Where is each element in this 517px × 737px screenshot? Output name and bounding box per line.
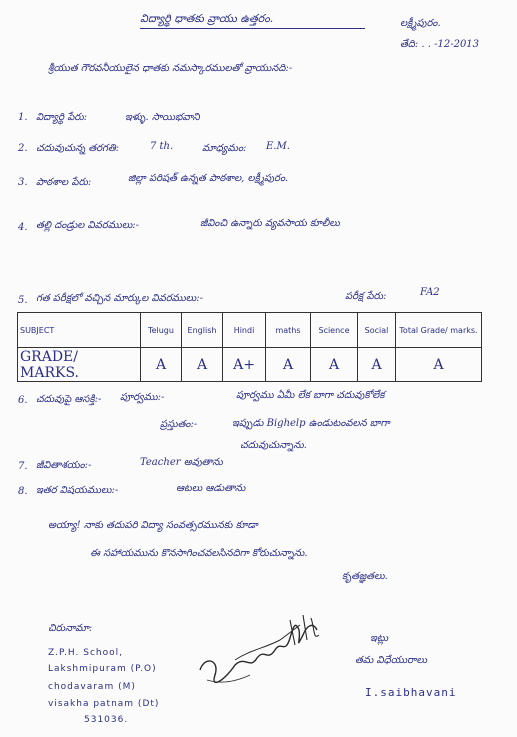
grade-social: A — [358, 348, 396, 382]
grade-science: A — [311, 348, 358, 382]
grades-header-row — [18, 313, 482, 348]
subject-total: Total Grade/ marks. — [396, 313, 482, 348]
detail-label: తల్లి దండ్రుల వివరములు:- — [36, 220, 140, 231]
salutation-text: శ్రీయుత గౌరవనీయులైన ధాతకు నమస్కారములతో వ్రాయునది:- — [48, 63, 293, 74]
detail-number: 2. — [18, 143, 28, 154]
grade-english: A — [182, 348, 223, 382]
closing-line-1: ఇట్లు — [370, 633, 389, 644]
thanks-text: కృతజ్ఞతలు. — [342, 571, 388, 582]
detail-value: ఇళ్ళు. సాయిభవాని — [125, 112, 200, 123]
detail-label-medium: మాధ్యమం: — [202, 143, 247, 154]
interest-past-text: పూర్వము ఏమీ లేక బాగా చదువుకోలేక — [236, 390, 385, 401]
grade-total: A — [396, 348, 482, 382]
grade-telugu: A — [141, 348, 182, 382]
detail-value-medium: E.M. — [266, 141, 290, 152]
subject-social: Social — [358, 313, 396, 348]
address-line: 531036. — [84, 715, 129, 725]
detail-label: పాఠశాల పేరు: — [36, 177, 92, 188]
detail-number: 8. — [18, 486, 28, 497]
subject-header: SUBJECT — [18, 313, 141, 348]
address-line: chodavaram (M) — [48, 682, 136, 692]
address-line: visakha patnam (Dt) — [48, 699, 160, 709]
interest-present-label: ప్రస్తుతం:- — [160, 419, 198, 430]
title-underline — [140, 28, 365, 29]
detail-number: 7. — [18, 461, 28, 472]
grades-value-row — [18, 348, 482, 382]
detail-number: 6. — [18, 395, 28, 406]
grade-hindi: A+ — [223, 348, 266, 382]
other-value: ఆటలు ఆడుతాను — [176, 483, 246, 494]
signatory-name: I.saibhavani — [365, 686, 457, 699]
detail-number: 1. — [18, 112, 28, 123]
subject-telugu: Telugu — [141, 313, 182, 348]
detail-number: 4. — [18, 222, 28, 233]
place-text: లక్ష్మీపురం. — [400, 18, 441, 29]
date-text: తేది: . . -12-2013 — [400, 39, 480, 50]
ambition-value: Teacher అవుతాను — [140, 457, 223, 468]
other-label: ఇతర విషయములు:- — [36, 485, 119, 496]
grade-maths: A — [266, 348, 311, 382]
detail-value: జీవించి ఉన్నారు వ్యవసాయ కూలీలు — [200, 218, 340, 229]
exam-name: FA2 — [420, 287, 440, 298]
body-line-1: అయ్యా! నాకు తదుపరి విద్యా సంవత్సరమునకు కూడా — [48, 520, 258, 531]
interest-label: చదువుపై ఆసక్తి:- — [36, 394, 102, 405]
signature-scribble — [195, 600, 325, 690]
letter-title: విద్యార్థి ధాతకు వ్రాయు ఉత్తరం. — [140, 12, 274, 25]
detail-value: జిల్లా పరిషత్ ఉన్నత పాఠశాల, లక్ష్మీపురం. — [128, 173, 289, 184]
subject-hindi: Hindi — [223, 313, 266, 348]
exam-label: పరీక్ష పేరు: — [345, 291, 387, 302]
address-line: Z.P.H. School, — [48, 648, 123, 658]
grade-row-label: GRADE/ MARKS. — [18, 348, 141, 382]
interest-present-text: ఇప్పుడు Bighelp ఉండుటంవలన బాగా — [232, 418, 390, 429]
subject-maths: maths — [266, 313, 311, 348]
detail-number: 3. — [18, 177, 28, 188]
grades-table — [17, 312, 482, 382]
address-label: చిరునామా: — [48, 623, 93, 634]
interest-present-cont: చదువుచున్నాను. — [240, 440, 307, 451]
detail-number: 5. — [18, 295, 28, 306]
detail-label: చదువుచున్న తరగతి: — [36, 143, 120, 154]
grades-label: గత పరీక్షలో వచ్చిన మార్కుల వివరములు:- — [36, 293, 203, 304]
subject-english: English — [182, 313, 223, 348]
ambition-label: జీవితాశయం:- — [36, 460, 92, 471]
interest-past-label: పూర్వము:- — [120, 392, 165, 403]
body-line-2: ఈ సహాయమును కొనసాగించవలసినదిగా కోరుచున్నాను. — [90, 548, 308, 559]
address-line: Lakshmipuram (P.O) — [48, 664, 157, 674]
detail-label: విద్యార్థి పేరు: — [36, 112, 88, 123]
subject-science: Science — [311, 313, 358, 348]
closing-line-2: తమ విధేయురాలు — [355, 655, 427, 666]
detail-value: 7 th. — [150, 141, 174, 152]
